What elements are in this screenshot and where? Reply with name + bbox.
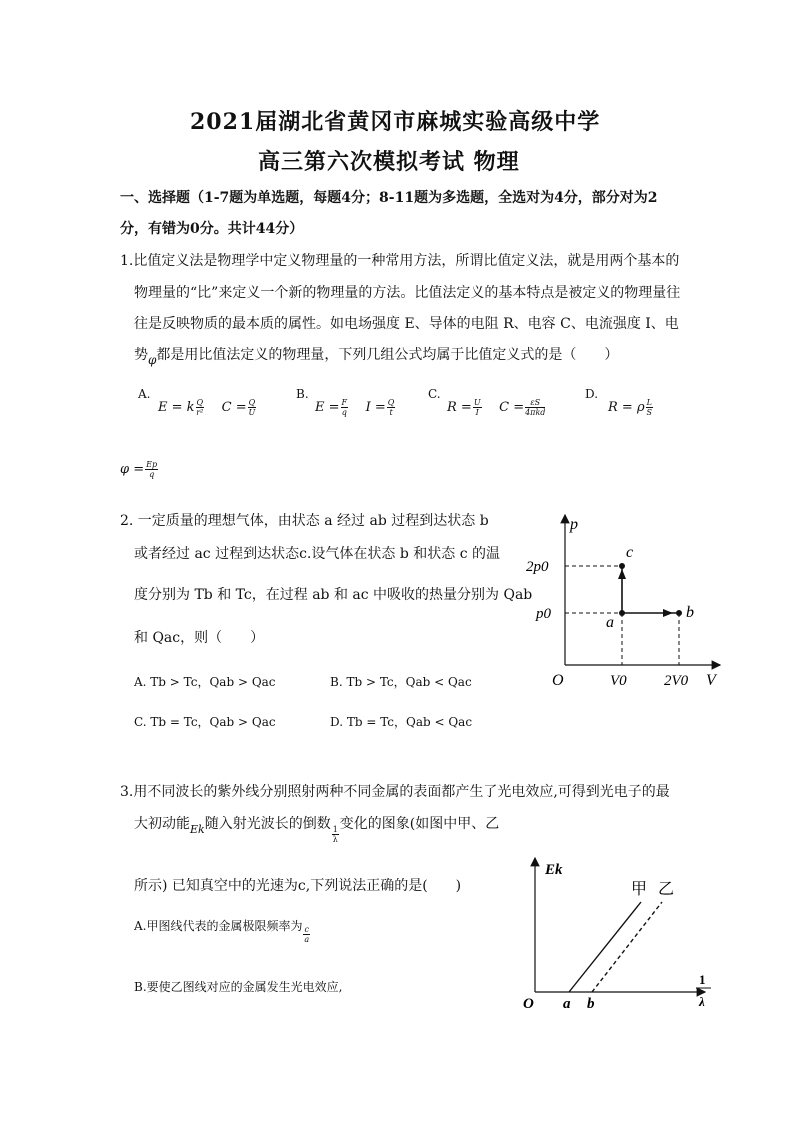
exam-title-line2: 高三第六次模拟考试 物理	[258, 149, 520, 175]
q3-line3: 所示) 已知真空中的光速为c,下列说法正确的是( )	[134, 878, 462, 894]
q1-option-d-formula: R = ρ $\frac{L}{S}$	[608, 398, 652, 417]
arrow-ab	[663, 609, 673, 617]
q1-line2: 物理量的“比”来定义一个新的物理量的方法。比值法定义的基本特点是被定义的物理量往	[134, 285, 681, 301]
tick-2v0: 2V0	[664, 673, 689, 689]
q1-line4: 势φ都是用比值法定义的物理量，下列几组公式均属于比值定义式的是（ ）	[134, 347, 619, 367]
q2-option-b: B. Tb > Tc，Qab < Qac	[330, 675, 472, 689]
label-a: a	[606, 614, 614, 631]
q2-pv-graph	[520, 505, 730, 695]
q1-option-c-label: C.	[428, 387, 441, 401]
q1-option-c-formula: R = $\frac{U}{I}$ C = $\frac{\varepsilon S}{\text{4πkd}}$	[447, 398, 546, 417]
q2-line3: 度分别为 Tb 和 Tc，在过程 ab 和 ac 中吸收的热量分别为 Qab	[134, 587, 533, 603]
q2-option-a: A. Tb > Tc，Qab > Qac	[134, 675, 276, 689]
q2-option-c: C. Tb = Tc，Qab > Qac	[134, 715, 276, 729]
label-b: b	[587, 996, 595, 1012]
point-a	[619, 610, 625, 616]
q1-phi-formula: φ = $\frac{Ep}{q}$	[120, 460, 158, 479]
q1-option-a-formula: E = k $\frac{Q}{\text{r²}}$ C = $\frac{Q}{U}$	[158, 398, 256, 417]
tick-p0: p0	[536, 606, 551, 622]
q3-option-a: A.甲图线代表的金属极限频率为 $\frac{c}{a}$	[134, 919, 310, 944]
q3-line1: 3.用不同波长的紫外线分别照射两种不同金属的表面都产生了光电效应,可得到光电子的最	[120, 784, 670, 800]
q2-line2: 或者经过 ac 过程到达状态c.设气体在状态 b 和状态 c 的温	[134, 546, 500, 562]
q3-line2: 大初动能$_{Ek}$随入射光波长的倒数 $\frac{1}{\lambda}$ 变化的图象(如图中甲、乙	[134, 816, 500, 844]
tick-2p0: 2p0	[526, 559, 549, 575]
q3-option-b: B.要使乙图线对应的金属发生光电效应,	[134, 980, 343, 994]
line-yi	[592, 902, 662, 992]
q1-line3: 往是反映物质的最本质的属性。如电场强度 E、导体的电阻 R、电容 C、电流强度 I、电	[134, 316, 679, 332]
q3-ek-graph	[515, 850, 730, 1025]
label-c: c	[626, 544, 634, 561]
tick-v0: V0	[610, 673, 627, 689]
label-yi: 乙	[658, 881, 675, 898]
v-axis-label: V	[706, 672, 716, 689]
q1-line1: 1.比值定义法是物理学中定义物理量的一种常用方法，所谓比值定义法，就是用两个基本的	[120, 253, 680, 269]
x-axis-den: λ	[699, 994, 705, 1009]
label-b: b	[686, 604, 694, 621]
section-heading-line1: 一、选择题（1-7题为单选题，每题4分；8-11题为多选题，全选对为4分，部分对为2	[120, 190, 658, 206]
label-a: a	[563, 996, 571, 1012]
label-jia: 甲	[631, 881, 648, 898]
origin-label: O	[552, 672, 564, 689]
arrow-ac	[618, 569, 626, 579]
x-axis-num: 1	[699, 972, 706, 987]
q1-option-b-formula: E = $\frac{F}{q}$ I = $\frac{Q}{t}$	[315, 398, 395, 417]
exam-title-line1: 2021届湖北省黄冈市麻城实验高级中学	[190, 109, 601, 135]
section-heading-line2: 分，有错为0分。共计44分）	[120, 221, 304, 237]
ek-axis-label: Ek	[545, 862, 563, 878]
origin-label: O	[523, 996, 534, 1012]
point-c	[619, 563, 625, 569]
p-axis-label: p	[570, 516, 578, 533]
q1-option-d-label: D.	[585, 387, 599, 401]
q2-line1: 2. 一定质量的理想气体，由状态 a 经过 ab 过程到达状态 b	[120, 513, 489, 529]
q2-line4: 和 Qac，则（ ）	[134, 630, 265, 646]
line-jia	[569, 902, 641, 992]
q1-option-a-label: A.	[138, 387, 151, 401]
q1-option-b-label: B.	[296, 387, 309, 401]
point-b	[676, 610, 682, 616]
q2-option-d: D. Tb = Tc，Qab < Qac	[330, 715, 473, 729]
